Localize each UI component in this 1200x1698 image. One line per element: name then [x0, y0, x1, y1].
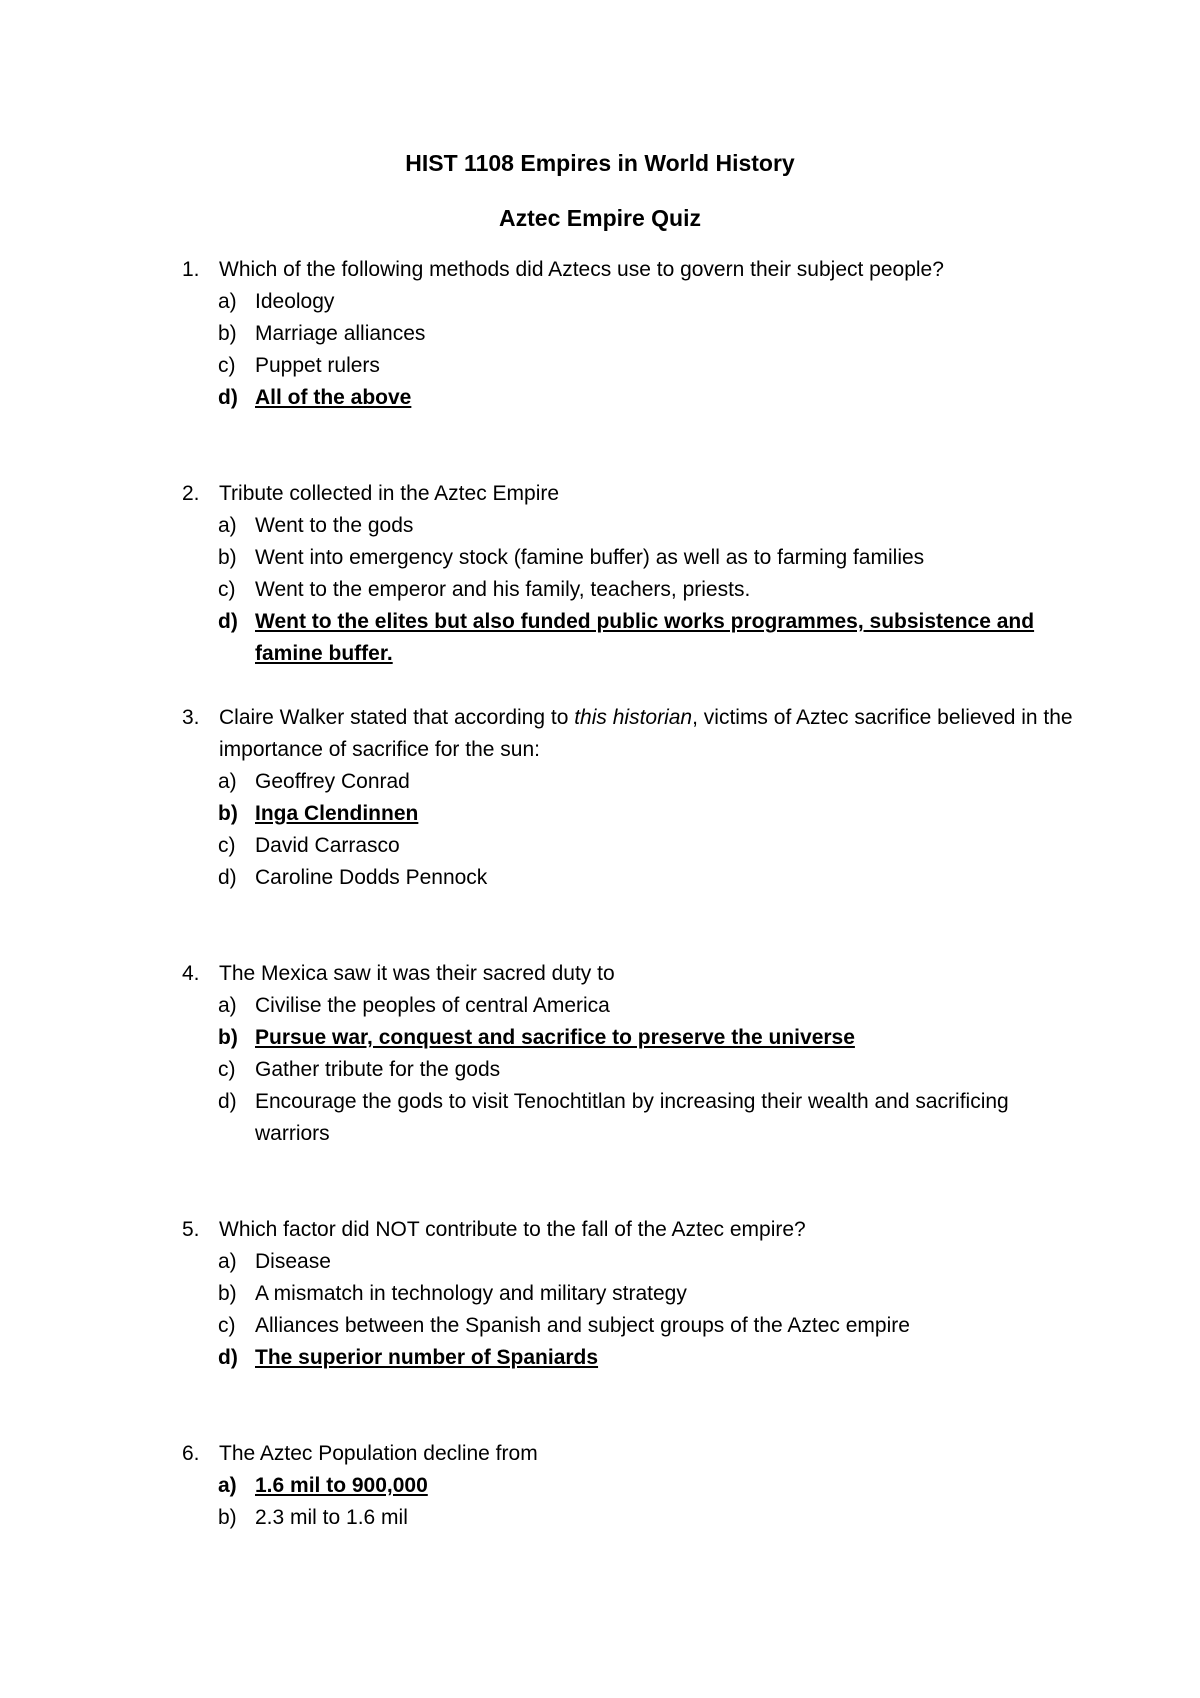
option-text: Went into emergency stock (famine buffer) as well as to farming families [255, 546, 925, 569]
option-text: Disease [255, 1250, 331, 1273]
option-letter: b) [218, 1026, 238, 1049]
option-letter: c) [218, 834, 236, 857]
option-2d-correct-answer [182, 606, 1082, 670]
option-letter: d) [218, 1346, 238, 1369]
option-letter: d) [218, 610, 238, 633]
option-5a [182, 1246, 1082, 1278]
option-text: 1.6 mil to 900,000 [255, 1474, 428, 1497]
question-2 [182, 478, 1082, 670]
question-1-stem [182, 254, 1082, 286]
question-number: 1. [182, 258, 200, 281]
option-3a [182, 766, 1082, 798]
option-5c [182, 1310, 1082, 1342]
option-4b-correct-answer [182, 1022, 1082, 1054]
option-3d [182, 862, 1082, 894]
option-letter: b) [218, 322, 237, 345]
option-letter: b) [218, 1506, 237, 1529]
option-6a-correct-answer [182, 1470, 1082, 1502]
question-3 [182, 702, 1082, 894]
option-letter: b) [218, 546, 237, 569]
question-3-stem [182, 702, 1082, 766]
option-3b-correct-answer [182, 798, 1082, 830]
option-letter: b) [218, 802, 238, 825]
option-letter: a) [218, 514, 237, 537]
question-text-part: , victims of Aztec sacrifice believed in the importance of sacrifice for the sun: [219, 706, 1073, 761]
option-1d-correct-answer [182, 382, 1082, 414]
option-2c [182, 574, 1082, 606]
option-text: Went to the emperor and his family, teachers, priests. [255, 578, 751, 601]
option-letter: d) [218, 386, 238, 409]
option-letter: a) [218, 994, 237, 1017]
option-text: Went to the gods [255, 514, 414, 537]
option-text: David Carrasco [255, 834, 400, 857]
option-5d-correct-answer [182, 1342, 1082, 1374]
option-text: Went to the elites but also funded public works programmes, subsistence and famine buffer. [255, 610, 1035, 665]
option-text: Civilise the peoples of central America [255, 994, 610, 1017]
option-text: Gather tribute for the gods [255, 1058, 501, 1081]
option-text: Pursue war, conquest and sacrifice to preserve the universe [255, 1026, 855, 1049]
question-number: 4. [182, 962, 200, 985]
question-number: 3. [182, 706, 200, 729]
document-subtitle: Aztec Empire Quiz [499, 205, 701, 231]
question-5 [182, 1214, 1082, 1374]
option-text: Marriage alliances [255, 322, 426, 345]
option-letter: a) [218, 770, 237, 793]
option-3c [182, 830, 1082, 862]
option-text: Alliances between the Spanish and subject groups of the Aztec empire [255, 1314, 910, 1337]
option-letter: c) [218, 1314, 236, 1337]
question-text: Which factor did NOT contribute to the fall of the Aztec empire? [219, 1218, 806, 1241]
question-text-italic: this historian [574, 706, 693, 729]
option-letter: d) [218, 1090, 237, 1113]
document-title: HIST 1108 Empires in World History [405, 150, 795, 176]
question-4 [182, 958, 1082, 1150]
question-text: The Mexica saw it was their sacred duty to [219, 962, 615, 985]
question-6-stem [182, 1438, 1082, 1470]
option-1c [182, 350, 1082, 382]
option-letter: d) [218, 866, 237, 889]
option-letter: a) [218, 1474, 237, 1497]
option-text: Puppet rulers [255, 354, 380, 377]
option-2a [182, 510, 1082, 542]
option-4c [182, 1054, 1082, 1086]
option-text: All of the above [255, 386, 412, 409]
question-5-stem [182, 1214, 1082, 1246]
option-2b [182, 542, 1082, 574]
option-text: Ideology [255, 290, 335, 313]
question-1 [182, 254, 1082, 414]
option-1b [182, 318, 1082, 350]
question-text: Tribute collected in the Aztec Empire [219, 482, 560, 505]
question-text: Which of the following methods did Aztecs use to govern their subject people? [219, 258, 944, 281]
option-text: The superior number of Spaniards [255, 1346, 599, 1369]
option-text: Geoffrey Conrad [255, 770, 410, 793]
option-1a [182, 286, 1082, 318]
option-letter: a) [218, 290, 237, 313]
question-text-part: Claire Walker stated that according to [219, 706, 575, 729]
question-number: 5. [182, 1218, 200, 1241]
option-letter: c) [218, 354, 236, 377]
option-text: A mismatch in technology and military strategy [255, 1282, 687, 1305]
question-text: The Aztec Population decline from [219, 1442, 538, 1465]
question-number: 2. [182, 482, 200, 505]
option-text: Encourage the gods to visit Tenochtitlan by increasing their wealth and sacrificing warriors [255, 1090, 1009, 1145]
question-4-stem [182, 958, 1082, 990]
option-text: 2.3 mil to 1.6 mil [255, 1506, 408, 1529]
question-number: 6. [182, 1442, 200, 1465]
option-4d [182, 1086, 1082, 1150]
question-6 [182, 1438, 1082, 1534]
option-letter: c) [218, 578, 236, 601]
option-text: Caroline Dodds Pennock [255, 866, 488, 889]
option-5b [182, 1278, 1082, 1310]
option-letter: c) [218, 1058, 236, 1081]
option-6b [182, 1502, 1082, 1534]
option-text: Inga Clendinnen [255, 802, 419, 825]
option-letter: a) [218, 1250, 237, 1273]
question-2-stem [182, 478, 1082, 510]
option-4a [182, 990, 1082, 1022]
option-letter: b) [218, 1282, 237, 1305]
